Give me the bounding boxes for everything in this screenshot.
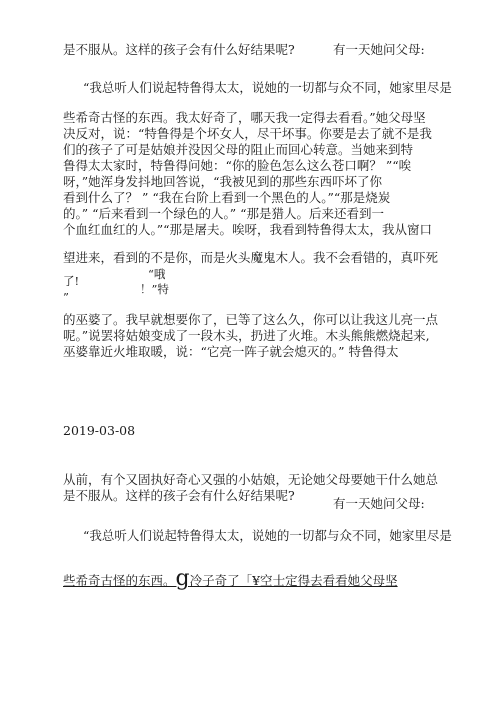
text-line: 些希奇古怪的东西。我太好奇了，哪天我一定得去看看。”她父母坚 xyxy=(63,110,426,125)
text-line xyxy=(63,568,398,590)
text-line: 的巫婆了。我早就想要你了，已等了这么久，你可以让我这儿亮一点 xyxy=(63,312,439,327)
text-line: “我总听人们说起特鲁得太太，说她的一切都与众不同，她家里尽是 xyxy=(83,80,452,95)
text-line: 是不服从。这样的孩子会有什么好结果呢? xyxy=(63,42,295,57)
aside-text: 有一天她问父母: xyxy=(333,42,425,57)
date-label: 2019-03-08 xyxy=(63,423,136,438)
text-line: 的。” “后来看到一个绿色的人。” “那是猎人。后来还看到一 xyxy=(63,206,385,221)
text-line: 看到什么了？ ” “我在台阶上看到一个黑色的人。”“那是烧炭 xyxy=(63,190,391,205)
text-line: 们的孩子了可是姑娘并没因父母的阻止而回心转意。当她来到特 xyxy=(63,142,414,157)
text-line: 呢。”说罢将姑娘变成了一段木头，扔进了火堆。木头熊熊燃烧起来, xyxy=(63,328,430,343)
text-line: 望进来，看到的不是你，而是火头魔鬼木人。我不会看错的，真吓死 xyxy=(63,250,439,265)
text-segment: 冷子奇了「¥空士定得去看看她父母坚 xyxy=(189,573,398,588)
aside-text: 有一天她问父母: xyxy=(333,496,425,511)
text-line: 决反对，说：“特鲁得是个坏女人，尽干坏事。你要是去了就不是我 xyxy=(63,126,432,141)
text-line: 鲁得太太家时，特鲁得问她：“你的脸色怎么这么苍口啊？ ”“唉 xyxy=(63,158,412,173)
text-segment: 些希奇古怪的东西。 xyxy=(63,573,176,588)
text-line: 个血红血红的人。”“那是屠夫。唉呀，我看到特鲁得太太，我从窗口 xyxy=(63,222,433,237)
text-fragment: “哦 xyxy=(148,267,166,281)
text-line: 呀，”她浑身发抖地回答说，“我被见到的那些东西吓坏了你 xyxy=(63,174,383,189)
text-fragment: ” xyxy=(63,290,69,304)
text-fragment: 了! xyxy=(63,274,80,288)
text-line: 从前，有个又固执好奇心又强的小姑娘，无论她父母要她干什么她总 xyxy=(63,472,439,487)
text-line: 巫婆靠近火堆取暖，说：“它亮一阵子就会熄灭的。” 特鲁得太 xyxy=(63,344,399,359)
text-line: 是不服从。这样的孩子会有什么好结果呢? xyxy=(63,488,295,503)
text-segment-large: g xyxy=(175,566,190,591)
text-line: “我总听人们说起特鲁得太太，说她的一切都与众不同，她家里尽是 xyxy=(83,528,452,543)
text-fragment: ！”特 xyxy=(140,282,169,296)
